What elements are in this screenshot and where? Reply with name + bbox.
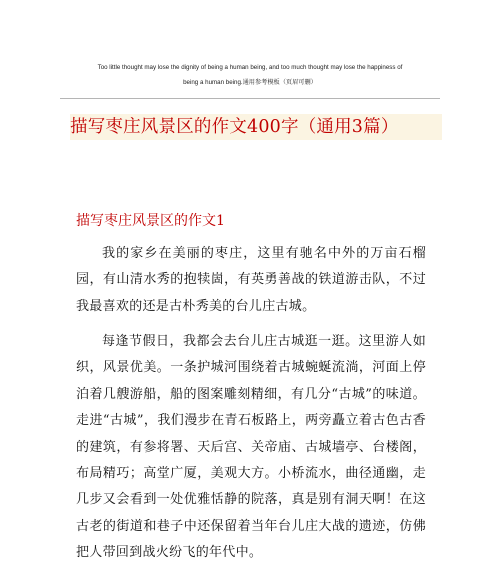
paragraph-2: 每逢节假日，我都会去台儿庄古城逛一逛。这里游人如织，风景优美。一条护城河围绕着古城蜿蜒流淌，河面上停泊着几艘游船，船的图案雕刻精细，有几分“古城”的味道。走进“古城”，我们漫步在青石板路上，两旁矗立着古色古香的建筑，有参将署、天后宫、关帝庙、古城墙亭、台楼阁，布局精巧；高堂广厦，美观大方。小桥流水，曲径通幽，走几步又会看到一处优雅恬静的院落，真是别有洞天啊！在这古老的街道和巷子中还保留着当年台儿庄大战的遗迹，仿佛把人带回到战火纷飞的年代中。	[76, 334, 426, 561]
page-header	[60, 60, 440, 90]
header-line-1: Too little thought may lose the dignity of being a human being, and too much thought may lose the happiness of	[97, 64, 403, 71]
paragraph-1: 我的家乡在美丽的枣庄，这里有驰名中外的万亩石榴园，有山清水秀的抱犊崮，有英勇善战的铁道游击队，不过我最喜欢的还是古朴秀美的台儿庄古城。	[76, 246, 426, 314]
document-title: 描写枣庄风景区的作文400字（通用3篇）	[70, 114, 442, 140]
section-heading: 描写枣庄风景区的作文1	[76, 213, 225, 229]
header-divider	[60, 98, 440, 99]
header-line-2: being a human being.通用参考模板（页眉可删）	[183, 79, 317, 86]
